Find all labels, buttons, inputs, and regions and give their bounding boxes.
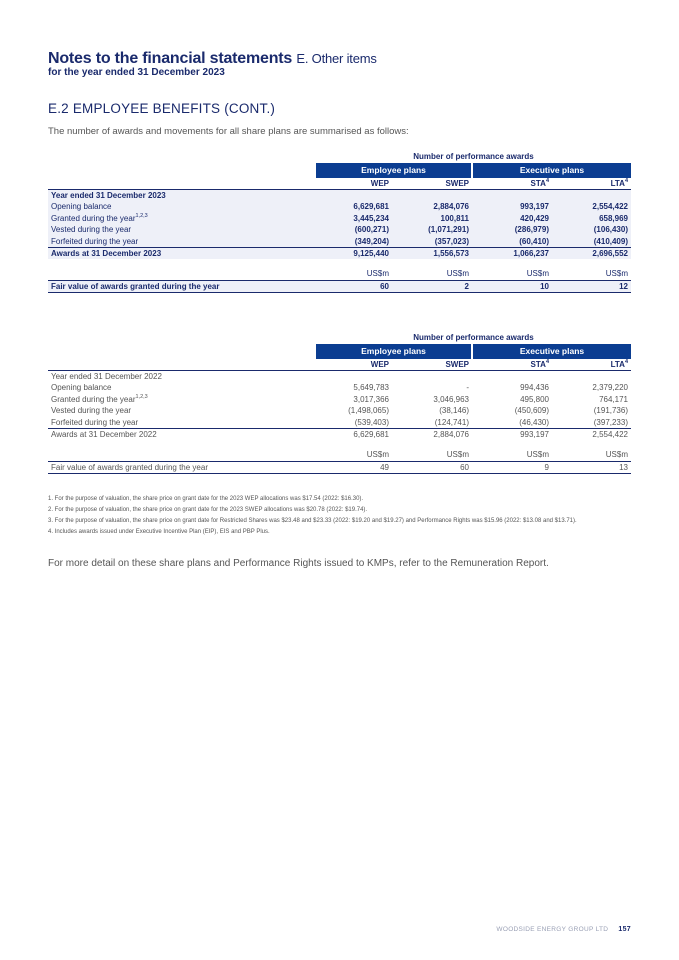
column-header: LTA$^4$ (552, 178, 631, 190)
fair-value-row (48, 462, 631, 474)
table-row (48, 189, 631, 201)
column-header: STA$^4$ (472, 178, 552, 190)
table-cell: 13 (552, 462, 631, 474)
year-label: Year ended 31 December 2023 (48, 189, 316, 201)
table-cell: 3,445,234 (316, 212, 392, 224)
closing-text: For more detail on these share plans and Performance Rights issued to KMPs, refer to the Remuneration Report. (48, 558, 549, 569)
unit-label: US$m (446, 269, 469, 279)
table-cell: 2,884,076 (392, 201, 472, 213)
table-cell: 100,811 (392, 212, 472, 224)
unit-label: US$m (552, 440, 631, 462)
row-label: Fair value of awards granted during the year (48, 281, 316, 293)
row-label: Awards at 31 December 2022 (51, 429, 157, 439)
table-cell: 994,436 (520, 383, 549, 393)
table-title: Number of performance awards (413, 333, 534, 343)
table-cell: 1,066,237 (472, 247, 552, 259)
table-cell: (124,741) (392, 417, 472, 429)
intro-text: The number of awards and movements for all share plans are summarised as follows: (48, 126, 409, 137)
table-cell: 60 (392, 462, 472, 474)
table-row (48, 236, 631, 248)
row-label: Opening balance (51, 383, 112, 393)
table-cell: 420,429 (472, 212, 552, 224)
table-cell: (38,146) (439, 406, 469, 416)
page-subtitle: for the year ended 31 December 2023 (48, 67, 225, 78)
unit-label: US$m (605, 269, 628, 279)
table-cell: (191,736) (593, 406, 628, 416)
table-cell: (357,023) (392, 236, 472, 248)
row-label: Fair value of awards granted during the year (48, 462, 316, 474)
unit-label: US$m (526, 269, 549, 279)
table-cell: (600,271) (316, 224, 392, 236)
row-label: Vested during the year (48, 224, 316, 236)
table-cell: 12 (552, 281, 631, 293)
page-number: 157 (618, 926, 631, 933)
table-title: Number of performance awards (413, 152, 534, 162)
awards-table-2023 (48, 151, 631, 293)
unit-label: US$m (392, 440, 472, 462)
column-header: WEP (316, 359, 392, 371)
group-header-executive: Executive plans (472, 163, 631, 178)
awards-table-2022 (48, 332, 631, 474)
page-footer (496, 926, 631, 933)
table-cell: (106,430) (552, 224, 631, 236)
total-row (48, 247, 631, 259)
table-cell: 2,554,422 (592, 429, 628, 439)
table-cell: 764,171 (599, 394, 628, 404)
footnote: 1. For the purpose of valuation, the share price on grant date for the 2023 WEP allocations was $17.54 (2022: $16.30). (48, 496, 364, 502)
footnote: 4. Includes awards issued under Executive Incentive Plan (EIP), EIS and PBP Plus. (48, 529, 270, 535)
section-heading: E.2 EMPLOYEE BENEFITS (CONT.) (48, 101, 276, 116)
group-header-executive: Executive plans (472, 344, 631, 359)
table-cell: - (466, 383, 469, 393)
table-cell: 6,629,681 (316, 201, 392, 213)
table-cell: (349,204) (316, 236, 392, 248)
row-label: Granted during the year$^{1,2,3}$ (51, 393, 148, 404)
table-cell: 9 (472, 462, 552, 474)
table-cell: (1,071,291) (392, 224, 472, 236)
row-label: Granted during the year$^{1,2,3}$ (48, 212, 316, 224)
unit-label: US$m (366, 269, 389, 279)
table-cell: 2,884,076 (433, 429, 469, 439)
group-header-employee: Employee plans (316, 344, 472, 359)
row-label: Forfeited during the year (48, 417, 316, 429)
column-header: STA$^4$ (472, 359, 552, 371)
unit-label: US$m (472, 440, 552, 462)
table-cell: 2,696,552 (552, 247, 631, 259)
page-title-main: Notes to the financial statements (48, 50, 293, 67)
year-label: Year ended 31 December 2022 (51, 371, 162, 381)
column-header: LTA$^4$ (552, 359, 631, 371)
table-row (48, 224, 631, 236)
table-cell: 2 (392, 281, 472, 293)
footnote: 2. For the purpose of valuation, the share price on grant date for the 2023 SWEP allocations was $20.78 (2022: $19.74). (48, 507, 368, 513)
table-cell: (1,498,065) (348, 406, 389, 416)
page-title (48, 50, 377, 68)
fair-value-row (48, 281, 631, 293)
column-header: SWEP (392, 359, 472, 371)
table-cell: (410,409) (552, 236, 631, 248)
table-cell: 993,197 (472, 201, 552, 213)
table-cell: (60,410) (472, 236, 552, 248)
row-label: Vested during the year (51, 406, 132, 416)
units-row (48, 259, 631, 281)
column-header: SWEP (392, 178, 472, 190)
table-cell: 993,197 (520, 429, 549, 439)
table-cell: 1,556,573 (392, 247, 472, 259)
table-row (48, 212, 631, 224)
page-title-section: E. Other items (296, 51, 377, 66)
row-label: Opening balance (48, 201, 316, 213)
table-cell: 3,046,963 (433, 394, 469, 404)
table-cell: (539,403) (316, 417, 392, 429)
row-label: Forfeited during the year (48, 236, 316, 248)
column-header: WEP (316, 178, 392, 190)
table-row (48, 382, 631, 394)
table-cell: (450,609) (514, 406, 549, 416)
table-cell: (286,979) (472, 224, 552, 236)
units-row (48, 440, 631, 462)
unit-label: US$m (316, 440, 392, 462)
table-row (48, 405, 631, 417)
row-label: Awards at 31 December 2023 (48, 247, 316, 259)
table-cell: 6,629,681 (353, 429, 389, 439)
table-cell: 10 (472, 281, 552, 293)
total-row (48, 428, 631, 440)
table-cell: 2,554,422 (552, 201, 631, 213)
table-cell: 5,649,783 (353, 383, 389, 393)
table-cell: 49 (316, 462, 392, 474)
table-row (48, 393, 631, 405)
footnote: 3. For the purpose of valuation, the share price on grant date for Restricted Shares was $23.48 and $23.33 (2022: $19.20 and $19.27) and Performance Rights was $15.96 (2022: $13.08 and $13.71). (48, 518, 577, 524)
table-row (48, 417, 631, 429)
table-cell: 3,017,366 (353, 394, 389, 404)
table-cell: (397,233) (552, 417, 631, 429)
table-row (48, 201, 631, 213)
table-cell: 9,125,440 (316, 247, 392, 259)
footer-company: WOODSIDE ENERGY GROUP LTD (496, 926, 609, 933)
group-header-employee: Employee plans (316, 163, 472, 178)
table-cell: 60 (316, 281, 392, 293)
table-row (48, 370, 631, 382)
table-cell: 495,800 (520, 394, 549, 404)
table-cell: 2,379,220 (592, 383, 628, 393)
table-cell: 658,969 (552, 212, 631, 224)
footnotes (48, 494, 631, 538)
table-cell: (46,430) (472, 417, 552, 429)
